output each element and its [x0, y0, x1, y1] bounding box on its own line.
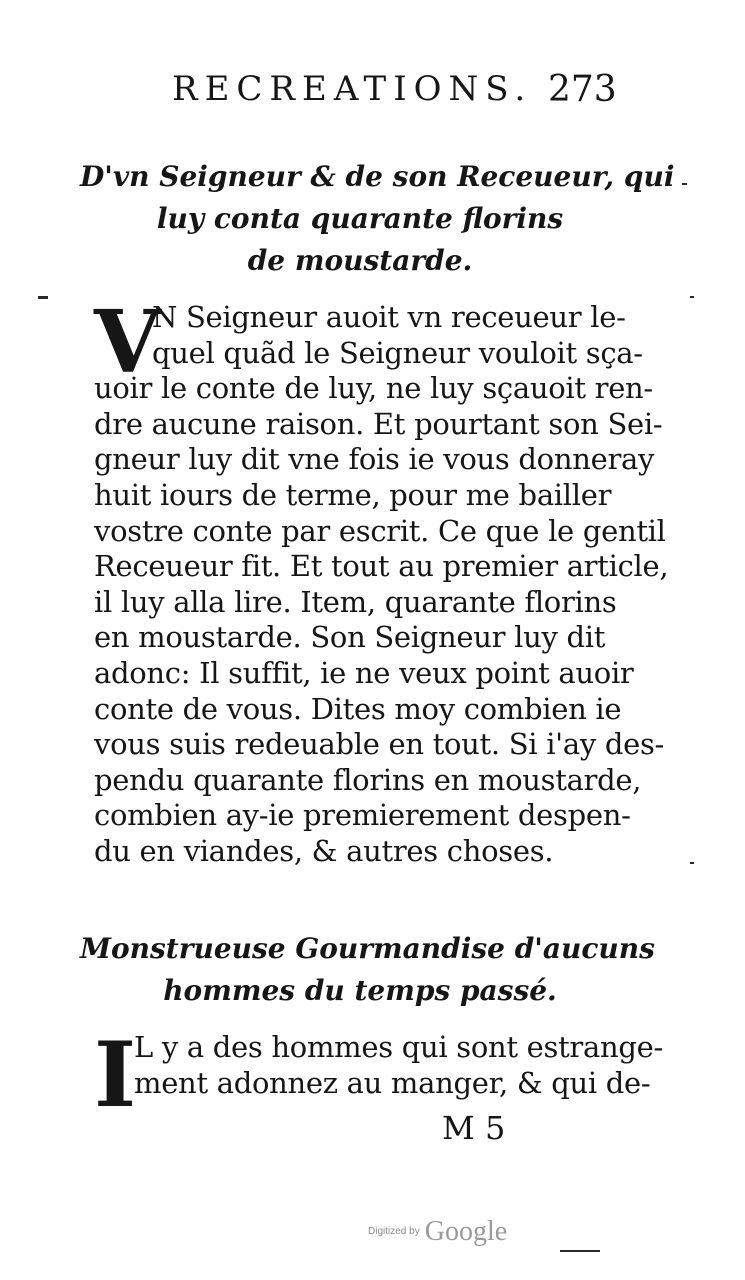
digitization-watermark [368, 1218, 507, 1246]
text-line: combien ay-ie premierement despen- [94, 798, 631, 833]
section-heading-1 [80, 156, 675, 282]
text-line: vostre conte par escrit. Ce que le gentil [94, 513, 666, 548]
text-line: L y a des hommes qui sont estrange- [134, 1030, 663, 1064]
text-line: dre aucune raison. Et pourtant son Sei- [94, 406, 663, 441]
text-line: ment adonnez au manger, & qui de- [134, 1065, 651, 1100]
ink-speck [690, 862, 694, 864]
watermark-logo: Google [424, 1216, 508, 1247]
ink-speck [38, 296, 48, 299]
text-line: adonc: Il suffit, ie ne veux point auoir [94, 655, 634, 690]
page-number: 273 [548, 69, 617, 110]
heading-line: hommes du temps passé. [163, 974, 557, 1007]
text-line: du en viandes, & autres choses. [94, 833, 554, 868]
text-line: uoir le conte de luy, ne luy sçauoit ren- [94, 371, 653, 406]
section-body-1 [94, 292, 669, 870]
ink-speck [682, 183, 687, 185]
ink-speck [690, 296, 694, 298]
drop-cap-initial: V [94, 292, 161, 393]
text-line: quel quãd le Seigneur vouloit sça- [152, 335, 643, 370]
text-line: vous suis redeuable en tout. Si i'ay des- [94, 727, 665, 762]
heading-line: luy conta quarante florins [156, 202, 564, 235]
ink-speck [560, 1250, 600, 1252]
text-line: N Seigneur auoit vn receueur le- [152, 300, 626, 334]
heading-line: Monstrueuse Gourmandise d'aucuns [80, 932, 655, 965]
heading-line: D'vn Seigneur & de son Receueur, qui [80, 160, 675, 193]
text-line: huit iours de terme, pour me bailler [94, 477, 612, 512]
running-head-title: RECREATIONS. [172, 69, 533, 109]
text-line: conte de vous. Dites moy combien ie [94, 691, 622, 726]
text-line: en moustarde. Son Seigneur luy dit [94, 620, 606, 655]
text-line: pendu quarante florins en moustarde, [94, 762, 642, 797]
signature-mark: M 5 [442, 1109, 506, 1147]
text-line: Receueur fit. Et tout au premier article, [94, 549, 669, 584]
text-line: gneur luy dit vne fois ie vous donneray [94, 442, 655, 477]
text-line: il luy alla lire. Item, quarante florins [94, 584, 617, 619]
heading-line: de moustarde. [247, 244, 473, 277]
section-heading-2 [80, 928, 655, 1012]
watermark-prefix: Digitized by [368, 1226, 420, 1237]
drop-cap-initial: I [94, 1022, 137, 1128]
